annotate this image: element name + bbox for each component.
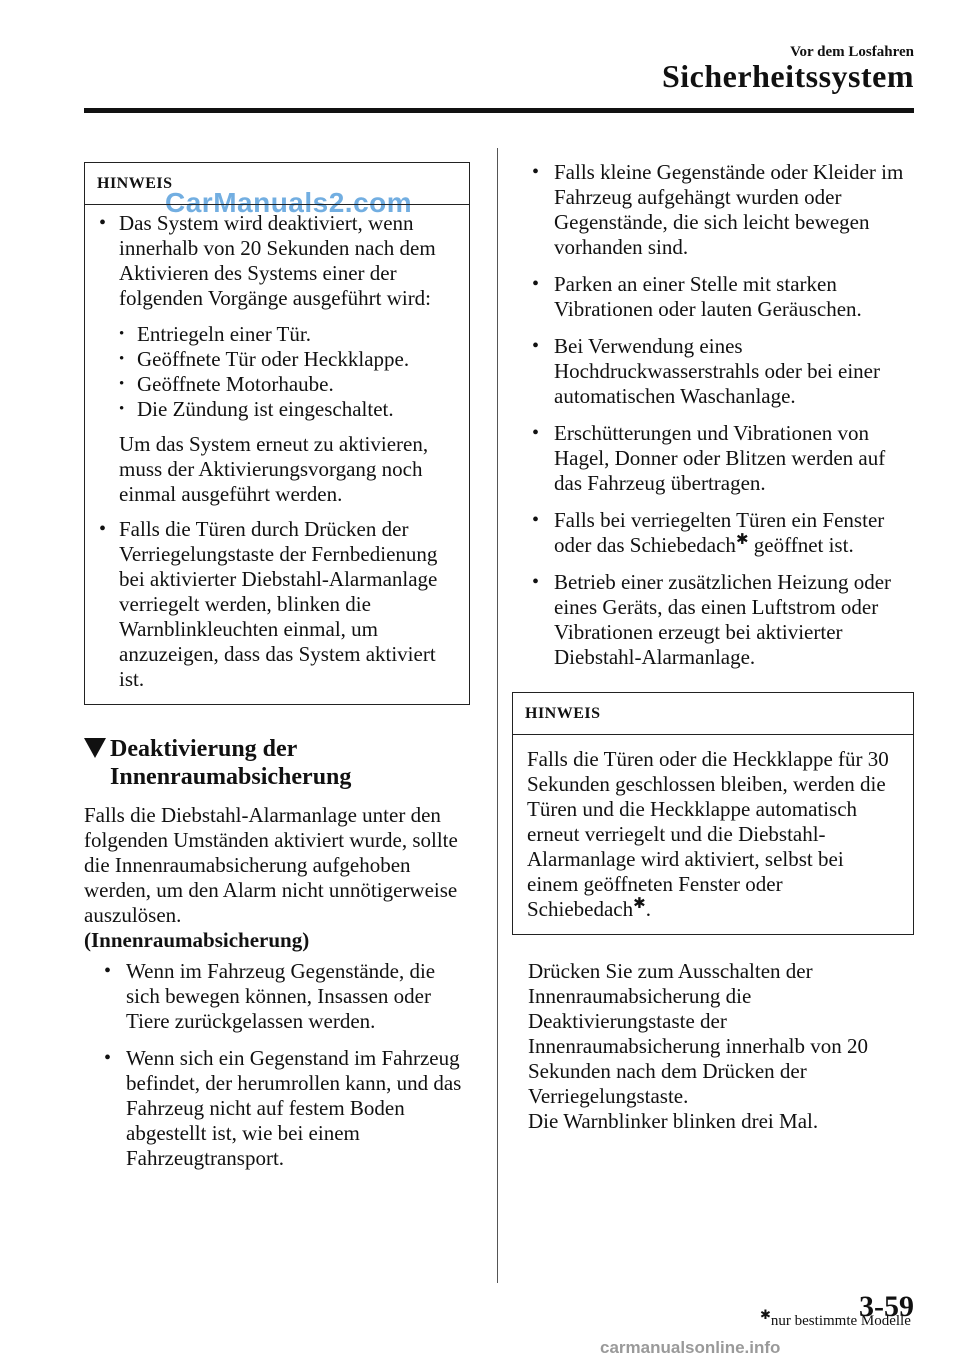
note-sublist <box>97 322 455 422</box>
section-heading-line: Innenraumabsicherung <box>110 764 352 790</box>
asterisk-icon: ✱ <box>633 896 646 912</box>
note-body <box>513 735 913 934</box>
list-item <box>512 508 914 558</box>
list-item: • Falls kleine Gegenstände oder Kleider im Fahrzeug aufgehängt wurden oder Gegenstände, die sich leicht bewegen vorhanden sind. <box>512 160 914 260</box>
asterisk-icon: ✱ <box>735 532 749 548</box>
section-bullet-list <box>84 959 470 1171</box>
note-subitem: • Entriegeln einer Tür. <box>97 322 455 347</box>
note-title: HINWEIS <box>513 693 913 735</box>
watermark-logo: CarManuals2.com <box>165 187 413 218</box>
closing-paragraph: Drücken Sie zum Ausschalten der Innenraumabsicherung die Deaktivierungstaste der Innenraumabsicherung innerhalb von 20 Sekunden nach dem Drücken der Verriegelungstaste. <box>528 959 868 1108</box>
list-item: • Wenn im Fahrzeug Gegenstände, die sich bewegen können, Insassen oder Tiere zurückgelassen werden. <box>84 959 470 1034</box>
footer-watermark: carmanualsonline.info <box>600 1338 781 1357</box>
note-box-right <box>512 692 914 935</box>
right-column <box>512 160 914 1134</box>
note-body <box>85 205 469 704</box>
note-box-left <box>84 162 470 705</box>
note-bullet <box>97 517 455 692</box>
page-number: 3-59 <box>859 1290 914 1323</box>
page-title: Sicherheitssystem <box>661 58 914 94</box>
list-item: • Parken an einer Stelle mit starken Vibrationen oder lauten Geräuschen. <box>512 272 914 322</box>
note-text: . <box>645 897 651 921</box>
section-intro: Falls die Diebstahl-Alarmanlage unter den folgenden Umständen aktiviert wurde, sollte die Innenraumabsicherung aufgehoben werden, um den Alarm nicht unnötigerweise auszulösen. <box>84 803 458 927</box>
note-subitem: • Geöffnete Motorhaube. <box>97 372 455 397</box>
left-column <box>84 162 470 1183</box>
note-subitem: • Die Zündung ist eingeschaltet. <box>97 397 455 422</box>
note-text: Falls die Türen oder die Heckklappe für 30 Sekunden geschlossen bleiben, werden die Türen und die Heckklappe automatisch erneut verriegelt und die Diebstahl-Alarmanlage wird aktiviert, selbst bei einem geöffneten Fenster oder Schiebedach <box>527 747 889 921</box>
note-title: HINWEIS <box>85 163 469 205</box>
asterisk-icon: ✱ <box>760 1307 771 1322</box>
list-item-text: geöffnet ist. <box>748 533 854 557</box>
note-bullet-text: • Das System wird deaktiviert, wenn innerhalb von 20 Sekunden nach dem Aktivieren des Systems einer der folgenden Vorgänge ausgeführt wird: <box>119 211 436 310</box>
section-heading <box>84 735 470 791</box>
note-bullet-text: • Falls die Türen durch Drücken der Verriegelungstaste der Fernbedienung bei aktivierter Diebstahl-Alarmanlage verriegelt werden, blinken die Warnblinkleuchten einmal, um anzuzeigen, dass das System aktiviert ist. <box>119 517 438 691</box>
note-subitem: • Geöffnete Tür oder Heckklappe. <box>97 347 455 372</box>
footer-note-text: nur bestimmte Modelle <box>770 1313 911 1329</box>
section-subheading: (Innenraumabsicherung) <box>84 928 310 952</box>
triangle-down-icon <box>84 738 106 758</box>
note-bullet <box>97 211 455 311</box>
list-item: • Wenn sich ein Gegenstand im Fahrzeug befindet, der herumrollen kann, und das Fahrzeug nicht auf festem Boden abgestellt ist, wie bei einem Fahrzeugtransport. <box>84 1046 470 1171</box>
closing-text <box>512 959 914 1134</box>
header-rule <box>84 108 914 113</box>
column-divider <box>497 148 498 1283</box>
list-item-text: Falls bei verriegelten Türen ein Fenster oder das Schiebedach <box>554 508 885 557</box>
list-item: • Betrieb einer zusätzlichen Heizung oder eines Geräts, das einen Luftstrom oder Vibrationen erzeugt bei aktivierter Diebstahl-Alarmanlage. <box>512 570 914 670</box>
closing-paragraph: Die Warnblinker blinken drei Mal. <box>528 1109 819 1133</box>
note-paragraph: Um das System erneut zu aktivieren, muss der Aktivierungsvorgang noch einmal ausgeführt werden. <box>119 432 429 506</box>
section-heading-line: Deaktivierung der <box>110 736 298 762</box>
list-item: • Erschütterungen und Vibrationen von Hagel, Donner oder Blitzen werden auf das Fahrzeug übertragen. <box>512 421 914 496</box>
header-section-label: Vor dem Losfahren <box>790 44 914 60</box>
list-item: • Bei Verwendung eines Hochdruckwasserstrahls oder bei einer automatischen Waschanlage. <box>512 334 914 409</box>
